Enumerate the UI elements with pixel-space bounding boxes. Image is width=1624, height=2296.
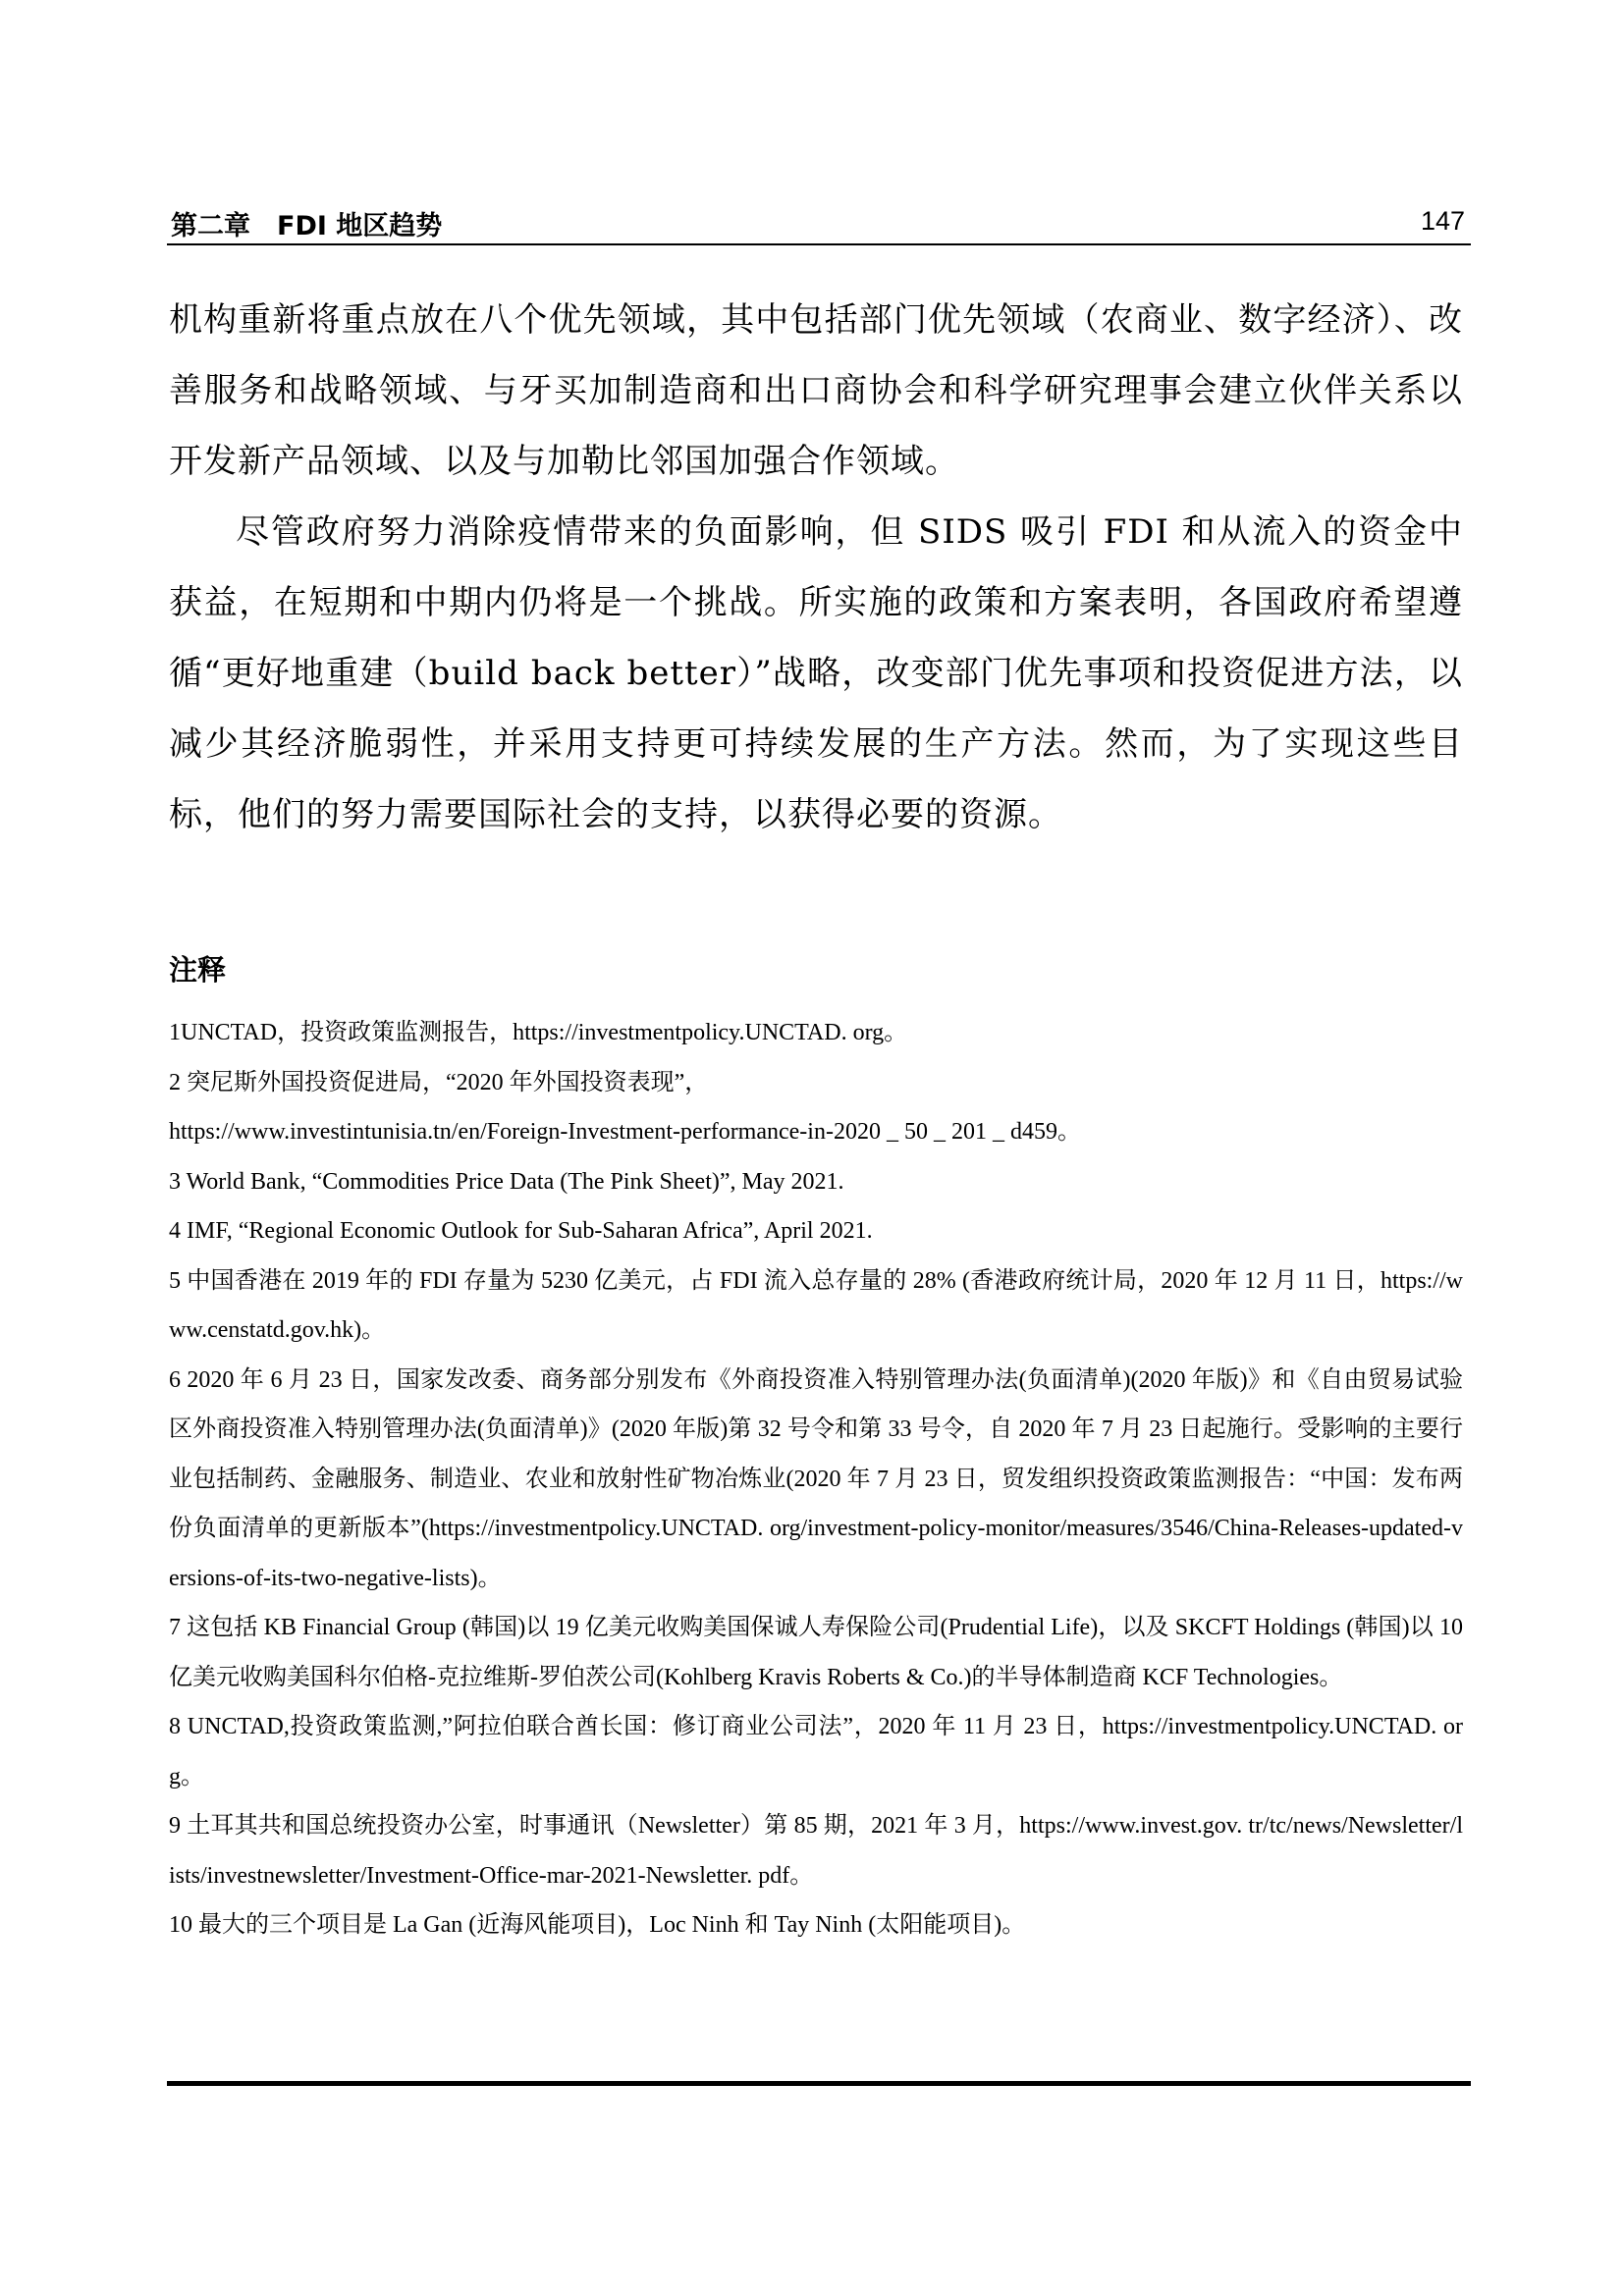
page-number: 147	[1420, 206, 1465, 236]
running-header	[167, 200, 1471, 245]
note-item: 4 IMF, “Regional Economic Outlook for Sub-Saharan Africa”, April 2021.	[169, 1218, 873, 1244]
note-item: 6 2020 年 6 月 23 日，国家发改委、商务部分别发布《外商投资准入特别管理办法(负面清单)(2020 年版)》和《自由贸易试验区外商投资准入特别管理办法(负面清单)》(2020 年版)第 32 号令和第 33 号令，自 2020 年 7 月 23 日起施行。受影响的主要行业包括制药、金融服务、制造业、农业和放射性矿物冶炼业(2020 年 7 月 23 日，贸发组织投资政策监测报告：“中国：发布两份负面清单的更新版本”(https://investmentpolicy.UNCTAD. org/investment-policy-monitor/measures/3546/China-Releases-updated-versions-of-its-two-negative-lists)。	[169, 1366, 1463, 1591]
note-item: 8 UNCTAD,投资政策监测,”阿拉伯联合酋长国：修订商业公司法”，2020 年 11 月 23 日，https://investmentpolicy.UNCTAD. org。	[169, 1714, 1463, 1789]
notes-heading: 注释	[169, 953, 227, 987]
note-item: 7 这包括 KB Financial Group (韩国)以 19 亿美元收购美国保诚人寿保险公司(Prudential Life)，以及 SKCFT Holdings (韩国)以 10 亿美元收购美国科尔伯格-克拉维斯-罗伯茨公司(Kohlberg Kravis Roberts & Co.)的半导体制造商 KCF Technologies。	[169, 1615, 1463, 1690]
note-item: 3 World Bank, “Commodities Price Data (The Pink Sheet)”, May 2021.	[169, 1168, 844, 1195]
note-item: 9 土耳其共和国总统投资办公室，时事通讯（Newsletter）第 85 期，2021 年 3 月，https://www.invest.gov. tr/tc/news/Newsletter/lists/investnewsletter/Investment-Office-mar-2021-Newsletter. pdf。	[169, 1813, 1463, 1889]
footer-rule	[167, 2081, 1471, 2086]
body-paragraph: 尽管政府努力消除疫情带来的负面影响，但 SIDS 吸引 FDI 和从流入的资金中获益，在短期和中期内仍将是一个挑战。所实施的政策和方案表明，各国政府希望遵循“更好地重建（build back better）”战略，改变部门优先事项和投资促进方法，以减少其经济脆弱性，并采用支持更可持续发展的生产方法。然而，为了实现这些目标，他们的努力需要国际社会的支持，以获得必要的资源。	[169, 512, 1463, 834]
note-item: 1UNCTAD，投资政策监测报告，https://investmentpolicy.UNCTAD. org。	[169, 1020, 908, 1045]
body-paragraph: 机构重新将重点放在八个优先领域，其中包括部门优先领域（农商业、数字经济）、改善服务和战略领域、与牙买加制造商和出口商协会和科学研究理事会建立伙伴关系以开发新产品领域、以及与加勒比邻国加强合作领域。	[169, 300, 1463, 481]
body-text	[169, 285, 1463, 850]
chapter-title: 第二章 FDI 地区趋势	[171, 211, 443, 241]
note-item: https://www.investintunisia.tn/en/Foreign-Investment-performance-in-2020 _ 50 _ 201 _ d459。	[169, 1119, 1081, 1145]
note-item: 10 最大的三个项目是 La Gan (近海风能项目)，Loc Ninh 和 Tay Ninh (太阳能项目)。	[169, 1912, 1026, 1938]
note-item: 2 突尼斯外国投资促进局，“2020 年外国投资表现”，	[169, 1069, 709, 1095]
notes-list	[169, 1008, 1463, 1950]
note-item: 5 中国香港在 2019 年的 FDI 存量为 5230 亿美元，占 FDI 流入总存量的 28% (香港政府统计局，2020 年 12 月 11 日，https://www.censtatd.gov.hk)。	[169, 1267, 1463, 1343]
